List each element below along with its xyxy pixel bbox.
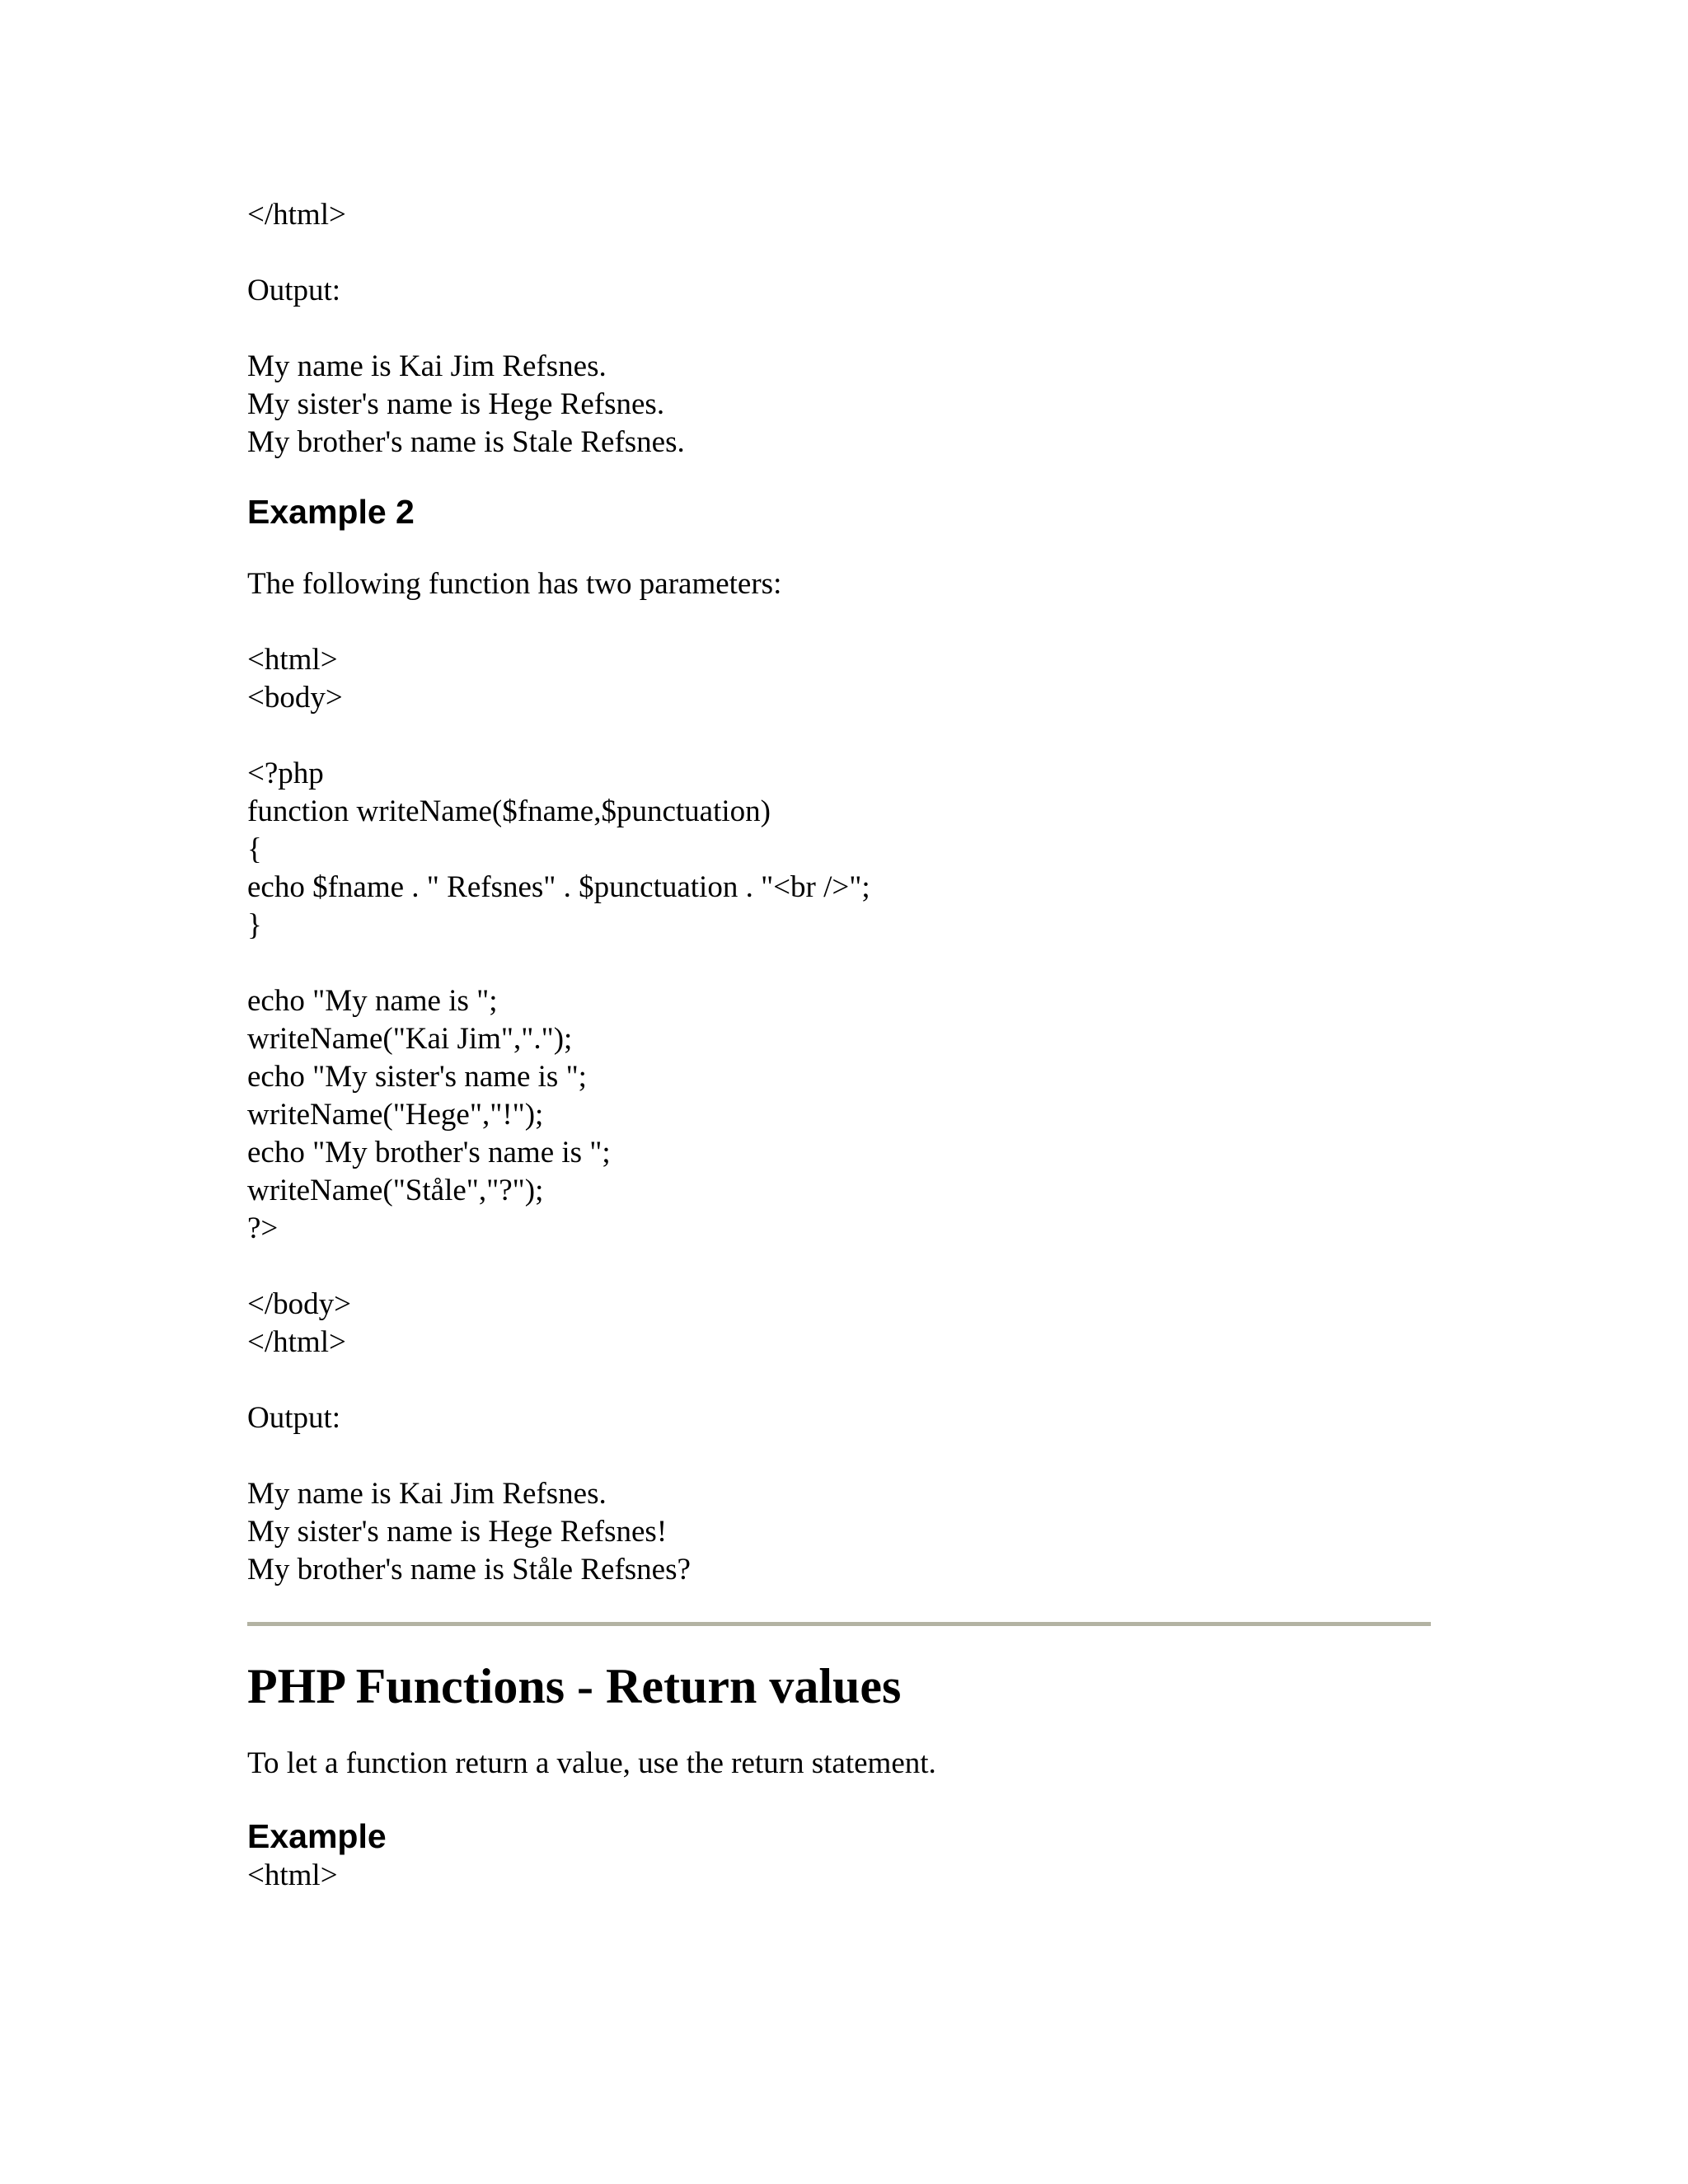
code-line: ?> bbox=[247, 1212, 279, 1245]
code-line: function writeName($fname,$punctuation) bbox=[247, 794, 771, 828]
code-line: writeName("Hege","!"); bbox=[247, 1098, 544, 1132]
code-line: <body> bbox=[247, 681, 343, 715]
code-line: echo "My brother's name is "; bbox=[247, 1136, 611, 1169]
code-line: writeName("Kai Jim","."); bbox=[247, 1022, 573, 1056]
output-line: My name is Kai Jim Refsnes. bbox=[247, 349, 607, 383]
output-label: Output: bbox=[247, 1401, 341, 1435]
code-fragment-top bbox=[247, 196, 1434, 234]
section-intro: To let a function return a value, use the return statement. bbox=[247, 1746, 936, 1780]
example-heading: Example bbox=[247, 1817, 387, 1855]
output-block bbox=[247, 1475, 1434, 1589]
code-block-example-2 bbox=[247, 641, 1434, 1361]
code-line: </html> bbox=[247, 198, 346, 232]
output-line: My sister's name is Hege Refsnes! bbox=[247, 1515, 668, 1549]
code-line: } bbox=[247, 908, 262, 942]
output-line: My name is Kai Jim Refsnes. bbox=[247, 1477, 607, 1511]
code-line: <html> bbox=[247, 643, 338, 677]
output-line: My sister's name is Hege Refsnes. bbox=[247, 387, 665, 421]
document-page bbox=[247, 196, 1434, 1895]
code-line: echo $fname . " Refsnes" . $punctuation . "<br />"; bbox=[247, 870, 870, 904]
code-line: <?php bbox=[247, 757, 324, 790]
output-block bbox=[247, 348, 1434, 462]
output-line: My brother's name is Ståle Refsnes? bbox=[247, 1553, 691, 1586]
code-block-example bbox=[247, 1857, 1434, 1895]
code-line: </body> bbox=[247, 1287, 352, 1321]
code-line: echo "My name is "; bbox=[247, 984, 498, 1018]
code-line: { bbox=[247, 832, 262, 866]
example-2-intro: The following function has two parameters: bbox=[247, 567, 782, 601]
example-2-heading: Example 2 bbox=[247, 493, 415, 531]
output-label: Output: bbox=[247, 274, 341, 307]
section-title: PHP Functions - Return values bbox=[247, 1659, 902, 1713]
code-line: <html> bbox=[247, 1858, 338, 1892]
output-line: My brother's name is Stale Refsnes. bbox=[247, 425, 685, 459]
code-line: </html> bbox=[247, 1325, 346, 1359]
code-line: echo "My sister's name is "; bbox=[247, 1060, 587, 1094]
code-line: writeName("Ståle","?"); bbox=[247, 1174, 544, 1207]
